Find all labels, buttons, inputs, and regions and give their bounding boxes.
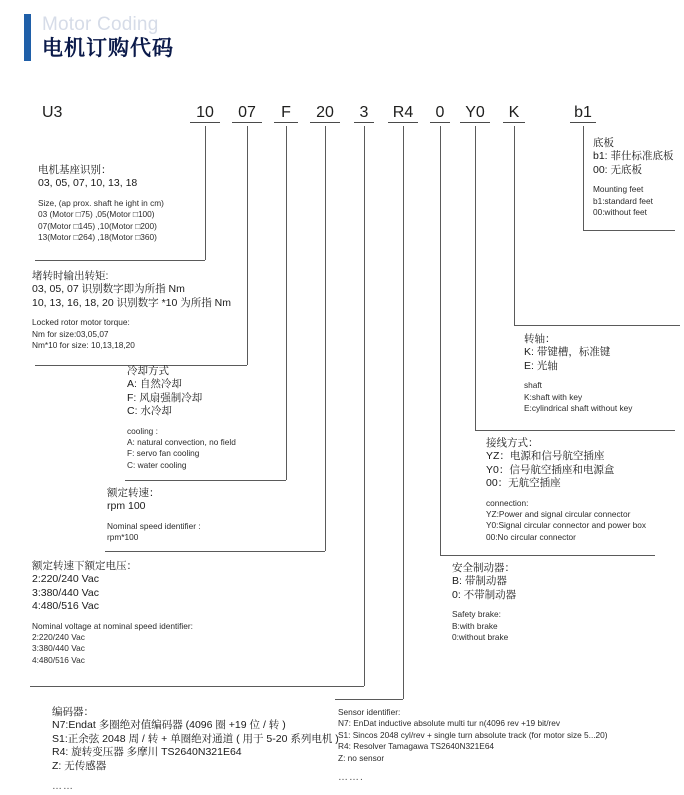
connection-cn-3: 00：无航空插座 [486, 477, 561, 490]
mounting-feet-en-0: Mounting feet [593, 184, 644, 195]
header-english-title: Motor Coding [42, 14, 159, 35]
leader-line-connection-vertical [475, 126, 476, 430]
speed-en-0: Nominal speed identifier : [107, 520, 201, 531]
code-underline-cooling [274, 122, 298, 123]
torque-en-2: Nm*10 for size: 10,13,18,20 [32, 340, 135, 351]
voltage-en-2: 3:380/440 Vac [32, 643, 85, 654]
block-sensor-chinese [52, 706, 339, 793]
shaft-cn-0: 转轴： [524, 333, 556, 345]
cooling-en-1: A: natural convection, no field [127, 437, 236, 448]
leader-line-speed-horizontal [105, 551, 325, 552]
voltage-cn-3: 4:480/516 Vac [32, 600, 99, 613]
code-segment-connection: Y0 [465, 104, 485, 121]
brake-en-2: 0:without brake [452, 632, 509, 643]
header-accent-bar [24, 14, 31, 61]
leader-line-brake-horizontal [440, 555, 655, 556]
sensor-cn-3: R4: 旋转变压器 多摩川 TS2640N321E64 [52, 746, 242, 759]
sensor-cn-1: N7:Endat 多圈绝对值编码器 (4096 圈 +19 位 / 转 ) [52, 719, 286, 732]
code-underline-voltage [354, 122, 374, 123]
sensor-cn-ellipsis: …… [52, 781, 74, 793]
cooling-en-2: F: servo fan cooling [127, 448, 200, 459]
connection-en-0: connection: [486, 497, 529, 508]
sensor-en-3: R4: Resolver Tamagawa TS2640N321E64 [338, 741, 495, 752]
leader-line-cooling-vertical [286, 126, 287, 480]
sensor-cn-0: 编码器： [52, 706, 94, 718]
brake-en-1: B:with brake [452, 620, 498, 631]
block-frame-size [38, 164, 164, 243]
voltage-en-3: 4:480/516 Vac [32, 654, 85, 665]
voltage-cn-2: 3:380/440 Vac [32, 586, 99, 599]
voltage-cn-1: 2:220/240 Vac [32, 573, 99, 586]
voltage-en-1: 2:220/240 Vac [32, 632, 85, 643]
cooling-cn-3: C: 水冷却 [127, 405, 172, 418]
code-segment-frame-size: 10 [196, 104, 214, 121]
code-underline-brake [430, 122, 450, 123]
block-shaft [524, 333, 632, 414]
speed-cn-1: rpm 100 [107, 500, 146, 513]
frame-size-en-3: 13(Motor □264) ,18(Motor □360) [38, 232, 157, 243]
sensor-en-2: S1: Sincos 2048 cyl/rev + single turn absolute track (for motor size 5...20) [338, 729, 608, 740]
connection-en-2: Y0:Signal circular connector and power box [486, 520, 647, 531]
leader-line-sensor-horizontal [335, 699, 403, 700]
code-underline-shaft [503, 122, 525, 123]
leader-line-voltage-horizontal [30, 686, 364, 687]
code-segment-torque: 07 [238, 104, 256, 121]
brake-en-0: Safety brake: [452, 609, 501, 620]
leader-line-shaft-horizontal [514, 325, 680, 326]
page-header [24, 14, 174, 61]
block-mounting-feet [593, 137, 674, 218]
shaft-en-0: shaft [524, 380, 542, 391]
leader-line-shaft-vertical [514, 126, 515, 325]
code-segment-mounting-feet: b1 [574, 104, 592, 121]
code-segment-voltage: 3 [359, 104, 369, 121]
sensor-en-ellipsis: ……. [338, 772, 364, 784]
block-torque [32, 270, 231, 351]
leader-line-speed-vertical [325, 126, 326, 551]
shaft-cn-2: E: 光轴 [524, 359, 558, 372]
voltage-en-0: Nominal voltage at nominal speed identifier: [32, 620, 193, 631]
code-underline-connection [460, 122, 490, 123]
code-segment-sensor: R4 [392, 104, 414, 121]
torque-cn-2: 10, 13, 16, 18, 20 识别数字 *10 为所指 Nm [32, 296, 231, 309]
mounting-feet-en-2: 00:without feet [593, 207, 647, 218]
mounting-feet-cn-2: 00: 无底板 [593, 163, 643, 176]
code-underline-sensor [388, 122, 418, 123]
code-segment-speed: 20 [316, 104, 334, 121]
cooling-cn-0: 冷却方式 [127, 365, 169, 377]
leader-line-torque-vertical [247, 126, 248, 365]
sensor-cn-2: S1:正余弦 2048 周 / 转 + 单圈绝对通道 ( 用于 5-20 系列电机 ) [52, 732, 339, 745]
connection-cn-0: 接线方式： [486, 437, 539, 449]
leader-line-frame-size-vertical [205, 126, 206, 260]
code-underline-mounting-feet [570, 122, 596, 123]
voltage-cn-0: 额定转速下额定电压： [32, 560, 137, 572]
connection-cn-2: Y0：信号航空插座和电源盒 [486, 463, 615, 476]
block-brake [452, 562, 516, 643]
code-segment-brake: 0 [435, 104, 445, 121]
speed-en-1: rpm*100 [107, 532, 139, 543]
block-sensor-english [338, 707, 608, 784]
block-voltage [32, 560, 193, 666]
mounting-feet-cn-0: 底板 [593, 137, 614, 149]
mounting-feet-cn-1: b1: 菲仕标准底板 [593, 150, 674, 163]
frame-size-en-2: 07(Motor □145) ,10(Motor □200) [38, 220, 157, 231]
code-prefix-u3: U3 [42, 104, 63, 121]
connection-en-3: 00:No circular connector [486, 531, 576, 542]
block-connection [486, 437, 646, 543]
leader-line-connection-horizontal [475, 430, 675, 431]
sensor-cn-4: Z: 无传感器 [52, 759, 107, 772]
leader-line-cooling-horizontal [125, 480, 286, 481]
cooling-cn-2: F: 风扇强制冷却 [127, 391, 203, 404]
leader-line-mounting-feet-horizontal [583, 230, 675, 231]
leader-line-mounting-feet-vertical [583, 126, 584, 230]
leader-line-voltage-vertical [364, 126, 365, 686]
block-cooling [127, 365, 236, 471]
header-chinese-title: 电机订购代码 [42, 37, 174, 60]
leader-line-brake-vertical [440, 126, 441, 555]
frame-size-cn-1: 03, 05, 07, 10, 13, 18 [38, 177, 138, 190]
torque-en-0: Locked rotor motor torque: [32, 317, 130, 328]
connection-en-1: YZ:Power and signal circular connector [486, 509, 631, 520]
leader-line-frame-size-horizontal [35, 260, 205, 261]
frame-size-en-1: 03 (Motor □75) ,05(Motor □100) [38, 209, 155, 220]
code-underline-frame-size [190, 122, 220, 123]
torque-cn-1: 03, 05, 07 识别数字即为所指 Nm [32, 283, 185, 296]
code-underline-speed [310, 122, 340, 123]
leader-line-sensor-vertical [403, 126, 404, 699]
frame-size-en-0: Size, (ap prox. shaft he ight in cm) [38, 197, 164, 208]
block-speed [107, 487, 201, 544]
brake-cn-0: 安全制动器： [452, 562, 515, 574]
shaft-cn-1: K: 带键槽，标准键 [524, 346, 611, 359]
sensor-en-1: N7: EnDat inductive absolute multi tur n(4096 rev +19 bit/rev [338, 718, 561, 729]
shaft-en-1: K:shaft with key [524, 391, 583, 402]
brake-cn-1: B: 带制动器 [452, 575, 507, 588]
code-underline-torque [232, 122, 262, 123]
frame-size-cn-0: 电机基座识别： [38, 164, 112, 176]
cooling-en-3: C: water cooling [127, 459, 187, 470]
cooling-en-0: cooling : [127, 425, 158, 436]
sensor-en-4: Z: no sensor [338, 752, 385, 763]
cooling-cn-1: A: 自然冷却 [127, 378, 182, 391]
speed-cn-0: 额定转速： [107, 487, 160, 499]
sensor-en-0: Sensor identifier: [338, 707, 401, 717]
brake-cn-2: 0: 不带制动器 [452, 588, 517, 601]
code-segment-cooling: F [281, 104, 291, 121]
shaft-en-2: E:cylindrical shaft without key [524, 403, 633, 414]
mounting-feet-en-1: b1:standard feet [593, 195, 653, 206]
torque-en-1: Nm for size:03,05,07 [32, 328, 109, 339]
connection-cn-1: YZ：电源和信号航空插座 [486, 450, 605, 463]
torque-cn-0: 堵转时输出转矩: [32, 270, 109, 282]
code-segment-shaft: K [508, 104, 520, 121]
